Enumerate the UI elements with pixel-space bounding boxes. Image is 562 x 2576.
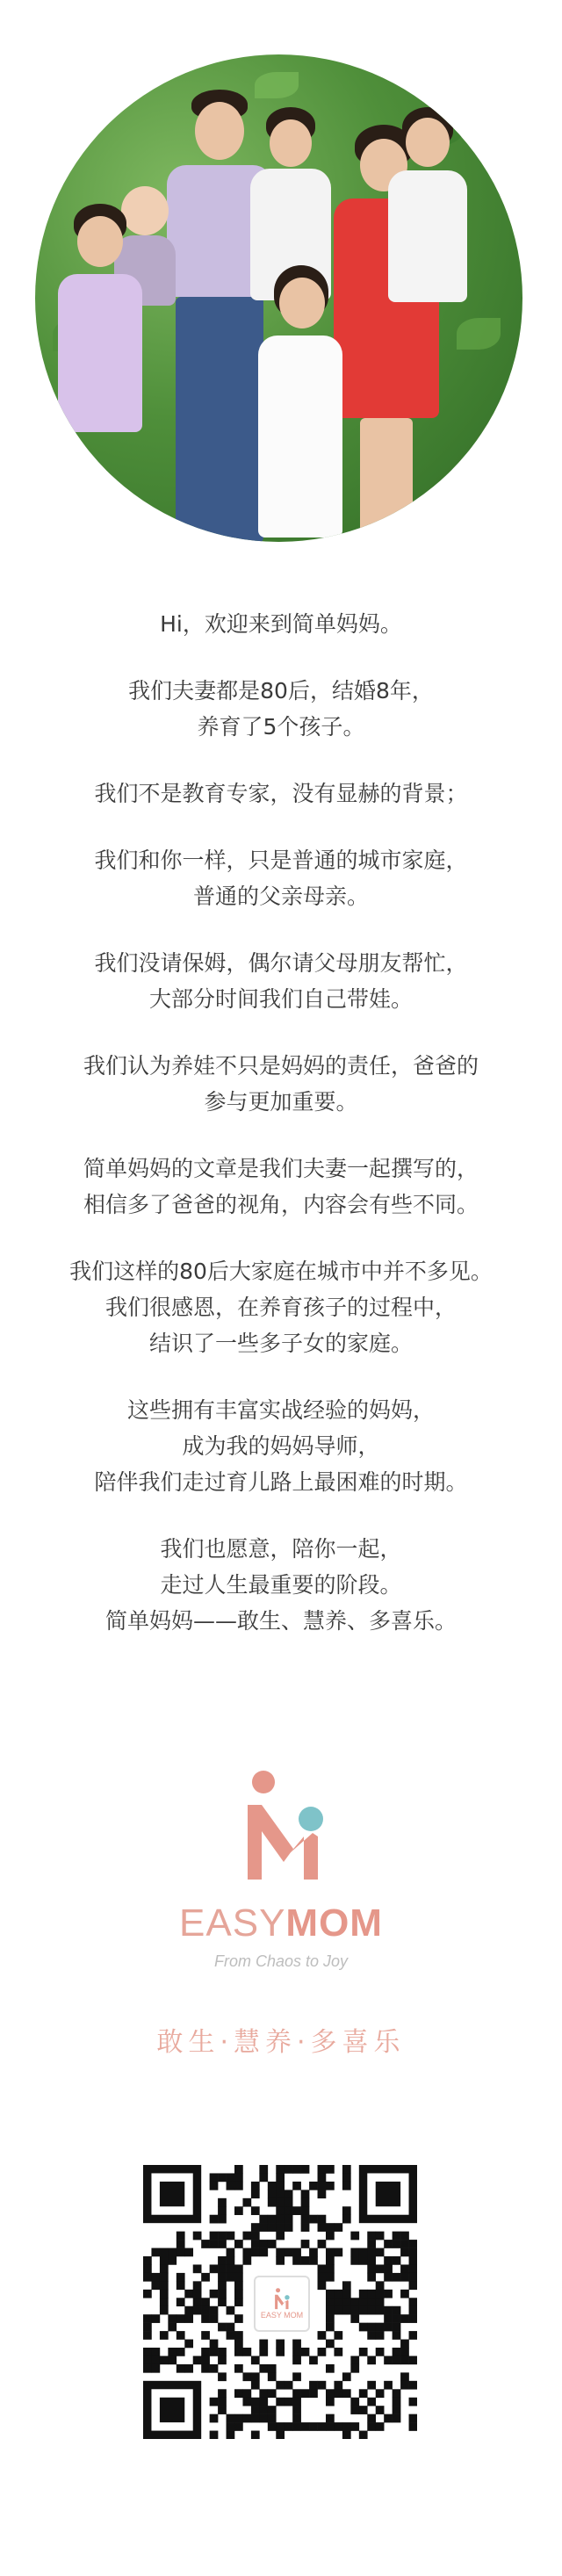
intro-line: 我们这样的80后大家庭在城市中并不多见。: [69, 1259, 493, 1284]
intro-line: 我们也愿意，陪你一起，: [160, 1536, 402, 1562]
logo-mark-icon: [235, 1770, 332, 1888]
intro-line: 我们不是教育专家，没有显赫的背景；: [94, 781, 468, 806]
intro-paragraph: [0, 606, 562, 642]
qr-center-word: EASY MOM: [260, 2311, 304, 2320]
intro-paragraph: [0, 842, 562, 914]
intro-paragraph: [0, 673, 562, 745]
foliage: [61, 90, 114, 125]
intro-line: 普通的父亲母亲。: [192, 884, 369, 909]
girl-right: [378, 98, 474, 344]
intro-line: 养育了5个孩子。: [197, 714, 365, 740]
intro-line: 我们很感恩，在养育孩子的过程中，: [104, 1295, 457, 1320]
girl-center: [246, 265, 351, 542]
intro-line: 相信多了爸爸的视角，内容会有些不同。: [83, 1192, 479, 1217]
qr-logo-mark-icon: [272, 2288, 292, 2311]
intro-line: 陪伴我们走过育儿路上最困难的时期。: [94, 1469, 468, 1495]
intro-line: 成为我的妈妈导师，: [182, 1433, 380, 1459]
intro-line: 简单妈妈的文章是我们夫妻一起撰写的，: [83, 1156, 479, 1181]
logo-tagline: From Chaos to Joy: [213, 1952, 349, 1970]
intro-line: 我们和你一样，只是普通的城市家庭，: [94, 848, 468, 873]
logo-mom: MOM: [285, 1901, 383, 1945]
intro-paragraph: [0, 1531, 562, 1639]
intro-paragraph: [0, 945, 562, 1017]
intro-line: Hi，欢迎来到简单妈妈。: [160, 611, 402, 637]
family-photo: [35, 54, 522, 542]
intro-line: 这些拥有丰富实战经验的妈妈，: [126, 1397, 435, 1423]
qr-code[interactable]: [143, 2165, 417, 2439]
intro-line: 结识了一些多子女的家庭。: [148, 1331, 413, 1356]
easy-mom-logo: [0, 1770, 562, 1998]
intro-paragraph: [0, 1253, 562, 1361]
intro-line: 我们认为养娃不只是妈妈的责任，爸爸的: [83, 1053, 479, 1079]
logo-wordmark: [0, 1901, 562, 1945]
intro-paragraph: [0, 776, 562, 812]
intro-paragraph: [0, 1392, 562, 1500]
qr-center-logo: [254, 2276, 310, 2332]
intro-line: 我们没请保姆，偶尔请父母朋友帮忙，: [94, 950, 468, 976]
intro-line: 参与更加重要。: [204, 1089, 358, 1115]
intro-line: 我们夫妻都是80后，结婚8年，: [128, 678, 434, 704]
girl-left: [44, 204, 149, 494]
intro-line: 简单妈妈——敢生、慧养、多喜乐。: [104, 1608, 457, 1634]
intro-text: [0, 606, 562, 1670]
intro-paragraph: [0, 1048, 562, 1120]
intro-line: 大部分时间我们自己带娃。: [148, 986, 413, 1012]
intro-paragraph: [0, 1151, 562, 1223]
slogan: 敢生·慧养·多喜乐: [156, 2027, 406, 2058]
intro-line: 走过人生最重要的阶段。: [160, 1572, 402, 1598]
logo-easy: EASY: [179, 1901, 286, 1945]
